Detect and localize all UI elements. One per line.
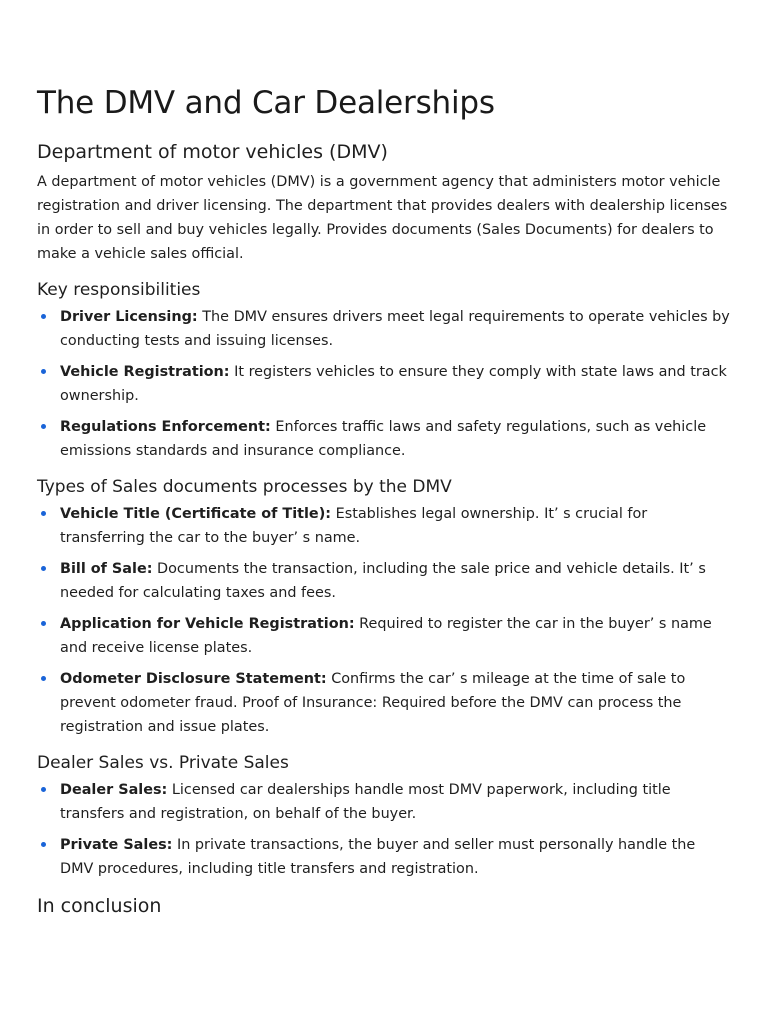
item-term: Driver Licensing:	[60, 309, 198, 325]
paragraph-line: A department of motor vehicles (DMV) is a government agency that administers motor vehicle	[37, 174, 721, 190]
item-text: Enforces traffic laws and safety regulations, such as vehicle emissions standards and insurance compliance.	[60, 419, 707, 459]
paragraph-line: in order to sell and buy vehicles legally. Provides documents (Sales Documents) for dealers to	[37, 222, 714, 238]
list-item	[37, 833, 731, 881]
bullet-icon	[41, 787, 46, 792]
dmv-section-heading: Department of motor vehicles (DMV)	[37, 141, 388, 163]
item-text: Licensed car dealerships handle most DMV paperwork, including title transfers and registration, on behalf of the buyer.	[60, 782, 671, 822]
bullet-icon	[41, 566, 46, 571]
list-item	[37, 612, 731, 660]
responsibilities-list	[37, 305, 731, 463]
item-text: In private transactions, the buyer and seller must personally handle the DMV procedures, including title transfers and registration.	[60, 837, 696, 877]
list-item	[37, 557, 731, 605]
page-title: The DMV and Car Dealerships	[37, 85, 495, 121]
item-term: Vehicle Registration:	[60, 364, 230, 380]
item-term: Bill of Sale:	[60, 561, 153, 577]
responsibilities-heading: Key responsibilities	[37, 280, 201, 300]
item-term: Application for Vehicle Registration:	[60, 616, 355, 632]
bullet-icon	[41, 676, 46, 681]
item-text: It registers vehicles to ensure they comply with state laws and track ownership.	[60, 364, 727, 404]
dmv-section-paragraph	[37, 170, 731, 266]
item-term: Regulations Enforcement:	[60, 419, 271, 435]
list-item	[37, 415, 731, 463]
documents-heading: Types of Sales documents processes by the DMV	[37, 477, 452, 497]
item-text: Establishes legal ownership. It’ s crucial for transferring the car to the buyer’ s name.	[60, 506, 648, 546]
item-term: Dealer Sales:	[60, 782, 168, 798]
list-item	[37, 778, 731, 826]
list-item	[37, 305, 731, 353]
conclusion-heading: In conclusion	[37, 895, 162, 917]
bullet-icon	[41, 314, 46, 319]
list-item	[37, 502, 731, 550]
bullet-icon	[41, 511, 46, 516]
bullet-icon	[41, 842, 46, 847]
item-term: Vehicle Title (Certificate of Title):	[60, 506, 332, 522]
bullet-icon	[41, 424, 46, 429]
item-text: The DMV ensures drivers meet legal requirements to operate vehicles by conducting tests and issuing licenses.	[60, 309, 730, 349]
documents-list	[37, 502, 731, 739]
list-item	[37, 667, 731, 739]
list-item	[37, 360, 731, 408]
sales-heading: Dealer Sales vs. Private Sales	[37, 753, 289, 773]
item-text: Confirms the car’ s mileage at the time of sale to prevent odometer fraud. Proof of Insurance: Required before the DMV can process the registration and issue plates.	[60, 671, 686, 735]
paragraph-line: make a vehicle sales official.	[37, 246, 244, 262]
sales-list	[37, 778, 731, 881]
bullet-icon	[41, 621, 46, 626]
item-term: Private Sales:	[60, 837, 173, 853]
bullet-icon	[41, 369, 46, 374]
item-text: Required to register the car in the buyer’ s name and receive license plates.	[60, 616, 712, 656]
paragraph-line: registration and driver licensing. The department that provides dealers with dealership licenses	[37, 198, 728, 214]
item-term: Odometer Disclosure Statement:	[60, 671, 327, 687]
item-text: Documents the transaction, including the sale price and vehicle details. It’ s needed for calculating taxes and fees.	[60, 561, 706, 601]
